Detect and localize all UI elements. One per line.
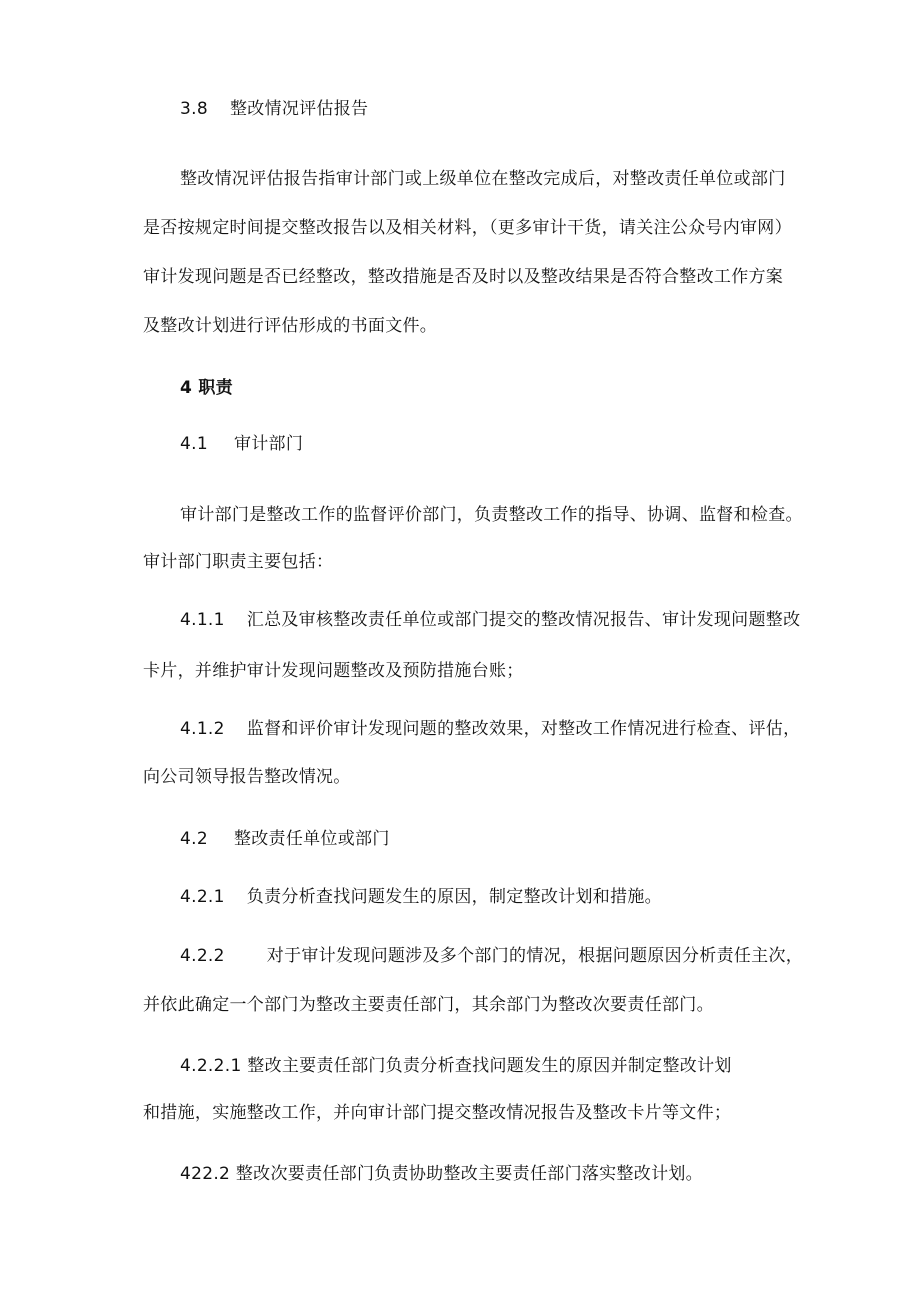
section-number: 4.2 [180,829,208,849]
section-title: 整改责任单位或部门 [233,829,390,849]
item-4-2-2-1: 4.2.2.1 整改主要责任部门负责分析查找问题发生的原因并制定整改计划 [180,1056,732,1076]
section-title: 整改情况评估报告 [229,99,369,119]
paragraph-line: 和措施，实施整改工作，并向审计部门提交整改情况报告及整改卡片等文件； [143,1103,732,1123]
paragraph-line: 是否按规定时间提交整改报告以及相关材料，（更多审计干货，请关注公众号内审网） [143,218,792,238]
item-number: 4.1.2 [180,719,225,739]
item-4-1-1 [180,608,800,632]
item-4-1-2 [180,717,800,741]
item-text: 监督和评价审计发现问题的整改效果，对整改工作情况进行检查、评估， [246,719,801,739]
paragraph-line: 并依此确定一个部门为整改主要责任部门，其余部门为整改次要责任部门。 [143,995,714,1015]
item-4-2-2 [180,944,803,968]
paragraph-line: 审计部门职责主要包括： [143,552,334,572]
item-text: 汇总及审核整改责任单位或部门提交的整改情况报告、审计发现问题整改 [246,610,801,630]
paragraph-line: 卡片，并维护审计发现问题整改及预防措施台账； [143,661,524,681]
paragraph-line: 整改情况评估报告指审计部门或上级单位在整改完成后，对整改责任单位或部门 [180,169,786,189]
item-number: 4.2.2 [180,946,225,966]
section-heading-4-2 [180,827,390,851]
chapter-heading-4: 4 职责 [180,378,233,398]
paragraph-line: 及整改计划进行评估形成的书面文件。 [143,316,438,336]
paragraph-line: 审计部门是整改工作的监督评价部门，负责整改工作的指导、协调、监督和检查。 [180,505,803,525]
item-4-2-2-2: 422.2 整改次要责任部门负责协助整改主要责任部门落实整改计划。 [180,1164,703,1184]
item-text: 对于审计发现问题涉及多个部门的情况，根据问题原因分析责任主次， [266,946,804,966]
section-heading-3-8 [180,97,368,121]
paragraph-line: 审计发现问题是否已经整改，整改措施是否及时以及整改结果是否符合整改工作方案 [143,267,784,287]
section-number: 4.1 [180,434,208,454]
section-heading-4-1 [180,432,303,456]
section-number: 3.8 [180,99,208,119]
item-number: 4.1.1 [180,610,225,630]
section-title: 审计部门 [233,434,304,454]
item-4-2-1 [180,885,662,909]
item-text: 负责分析查找问题发生的原因，制定整改计划和措施。 [246,887,662,907]
item-number: 4.2.1 [180,887,225,907]
paragraph-line: 向公司领导报告整改情况。 [143,767,351,787]
